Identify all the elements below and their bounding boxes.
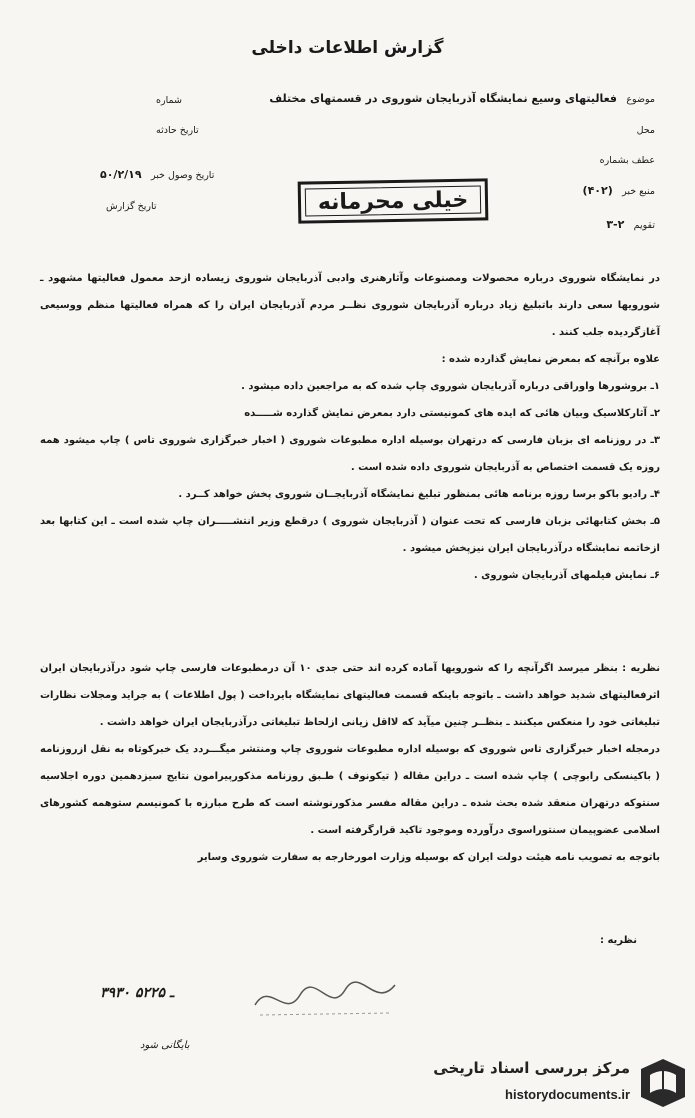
comment-paragraph-1: نظریه : بنظر میرسد اگرآنچه را که شورویها آماده کرده اند حتی جدی ۱۰ آن درمطبوعات فارسی چاپ شود درآذربایجان ایران اثرفعالیتهای شدید خواهد داشت ـ باتوجه باینکه قسمت فعالیتهای نمایشگاه بایرداخت ( پول اطلاعات ) به جراید ومجلات نظارات تبلیغاتی خود را منعکس میکنند ـ بنظــر چنین میآید که لااقل زیانی ازلحاظ تبلیغاتی درآذربایجان ایران خواهد داشت . — [40, 663, 660, 728]
list-item-3: ۳ـ در روزنامه ای بزبان فارسی که درتهران بوسیله اداره مطبوعات شوروی ( اخبار خبرگزاری شوروی تاس ) چاپ میشود همه روزه یک قسمت اختصاص به آذربایجان شوروی داده شده است . — [40, 435, 660, 473]
signature-note: بایگانی شود — [140, 1040, 190, 1051]
signature-scribble-icon — [250, 975, 400, 1025]
comment-section — [40, 655, 660, 871]
archive-logo-icon — [638, 1057, 688, 1109]
comment-paragraph-3: باتوجه به تصویب نامه هیئت دولت ایران که بوسیله وزارت امورخارجه به سفارت شوروی وسایر — [197, 852, 660, 863]
report-date-line — [100, 200, 157, 212]
signature-number: ۳۹۳۰ ـ ۵۲۲۵ — [100, 985, 175, 1001]
number-line — [150, 94, 182, 106]
evaluation-label: تقویم — [633, 220, 655, 231]
document-title: گزارش اطلاعات داخلی — [251, 38, 444, 58]
number-label: شماره — [156, 95, 182, 106]
classification-stamp: خیلی محرمانه — [298, 178, 489, 223]
report-body — [40, 265, 660, 589]
body-paragraph-2: علاوه برآنچه که بمعرض نمایش گذارده شده : — [441, 354, 660, 365]
applicant-label: عطف بشماره — [599, 155, 655, 166]
body-paragraph-1: در نمایشگاه شوروی درباره محصولات ومصنوعات وآثارهنری وادبی آذربایجان شوروی زیساده ازحد معمول فعالیتها مشهود ـ شورویها سعی دارند باتبلیغ زیاد درباره آذربایجان شوروی نظــر مردم آذربایجان ایران را که همراه فعالیتها منظم ووسیعی آغازگردیده جلب کنند . — [40, 273, 660, 338]
receipt-date-label: تاریخ وصول خبر — [150, 170, 215, 181]
subject-label: موضوع — [626, 94, 655, 105]
source-watermark — [408, 1055, 688, 1113]
subject-value: فعالیتهای وسیع نمایشگاه آذربایجان شوروی در قسمتهای مختلف — [269, 92, 618, 105]
list-item-1: ۱ـ بروشورها واوراقی درباره آذربایجان شوروی چاپ شده که به مراجعین داده میشود . — [241, 381, 660, 392]
watermark-url: historydocuments.ir — [505, 1087, 630, 1102]
location-line — [631, 124, 655, 136]
event-date-label: تاریخ حادثه — [156, 125, 199, 136]
watermark-persian: مرکز بررسی اسناد تاریخی — [433, 1059, 630, 1077]
signature-area — [100, 985, 400, 1065]
event-date-line — [150, 124, 199, 136]
receipt-date-value: ۵۰/۲/۱۹ — [100, 168, 142, 181]
receipt-date-line — [100, 168, 214, 181]
comment-paragraph-2: درمجله اخبار خبرگزاری تاس شوروی که بوسیله اداره مطبوعات شوروی چاپ ومنتشر میگـــردد یک خبرکوتاه به نقل ازروزنامه ( باکینسکی رابوچی ) چاپ شده است ـ دراین مقاله ( تیکونوف ) طـبق روزنامه مذکورپیرامون نتایج سیزدهمین دوره اجلاسیه سنتوکه درتهران منعقد شده بحث شده ـ دراین مقاله مفسر مذکورنوشته است که طرح مبارزه با کمونیسم ستوهمه کشورهای اسلامی عضوپیمان سنتوراسوی درآورده وموجود تاکید قرارگرفته است . — [40, 744, 660, 836]
evaluation-value: ۲-۳ — [606, 218, 625, 231]
location-label: محل — [636, 125, 655, 136]
list-item-5: ۵ـ بخش کتابهائی بزبان فارسی که تحت عنوان ( آذربایجان شوروی ) درقطع وزیر انتشـــــران چاپ شده است ـ این کتابها بعد ازخاتمه نمایشگاه درآذربایجان ایران نیزپخش میشود . — [40, 516, 660, 554]
list-item-6: ۶ـ نمایش فیلمهای آذربایجان شوروی . — [473, 570, 660, 581]
applicant-line — [594, 154, 655, 166]
source-value: (۴۰۲) — [582, 184, 613, 197]
list-item-2: ۲ـ آثارکلاسیک وبیان هائی که ایده های کمونیستی دارد بمعرض نمایش گذارده شـــــده — [244, 408, 660, 419]
second-comment-label: نظریه : — [599, 935, 637, 946]
source-label: منبع خبر — [622, 186, 655, 197]
evaluation-line — [606, 218, 655, 231]
subject-line — [269, 92, 655, 105]
report-date-label: تاریخ گزارش — [106, 201, 157, 212]
list-item-4: ۴ـ رادیو باکو برسا روزه برنامه هائی بمنظور تبلیغ نمایشگاه آذربایجــان شوروی پخش خواهد کــرد . — [178, 489, 660, 500]
source-line — [583, 184, 655, 197]
